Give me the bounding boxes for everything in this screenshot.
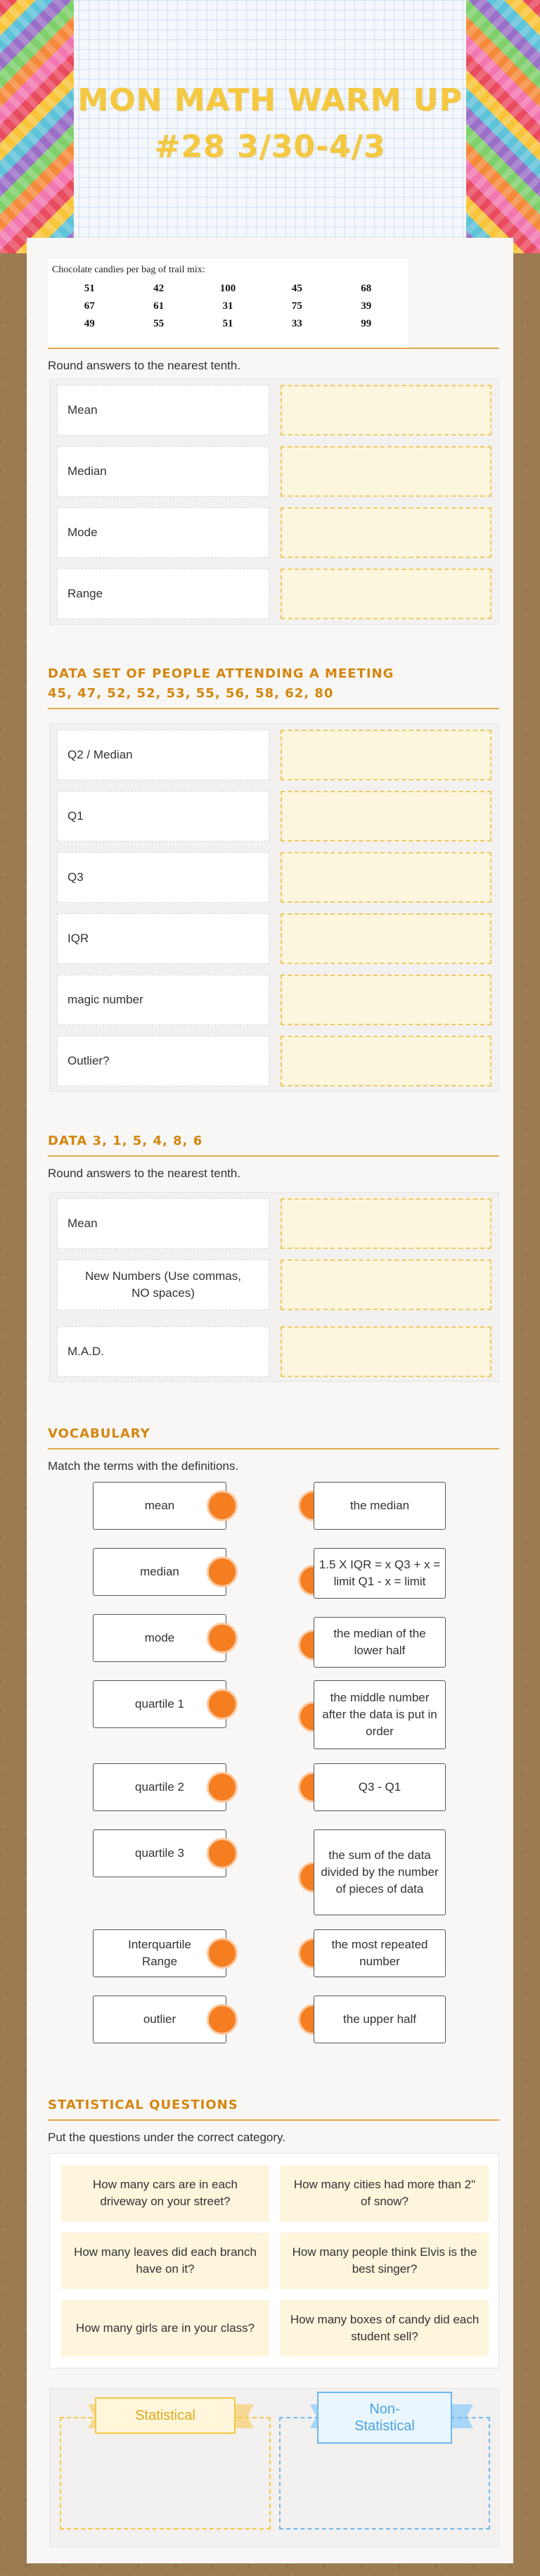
section-title: VOCABULARY <box>48 1426 150 1441</box>
question-card[interactable]: How many leaves did each branch have on it? <box>61 2233 269 2289</box>
definition-item[interactable]: the middle number after the data is put in order <box>314 1680 446 1749</box>
question-label-mad: M.A.D. <box>57 1326 269 1377</box>
section-vocabulary <box>48 1424 499 1473</box>
question-label-mean: Mean <box>57 385 269 436</box>
definition-item[interactable]: 1.5 X IQR = x Q3 + x = limit Q1 - x = limit <box>314 1548 446 1599</box>
answer-field-mean[interactable] <box>281 1198 491 1249</box>
section-data-set-3 <box>48 1131 499 1181</box>
section-subtitle: 45, 47, 52, 52, 53, 55, 56, 58, 62, 80 <box>48 686 334 701</box>
question-row <box>50 440 500 493</box>
table-cell: 33 <box>291 318 302 329</box>
category-label-statistical: Statistical <box>95 2397 236 2434</box>
table-cell: 61 <box>153 300 165 312</box>
question-row <box>50 1254 500 1306</box>
term-connector-dot[interactable] <box>207 1556 238 1587</box>
definition-item[interactable]: the median of the lower half <box>314 1617 446 1668</box>
definition-item[interactable]: the most repeated number <box>314 1929 446 1977</box>
question-row <box>50 1030 500 1082</box>
term-outlier[interactable]: outlier <box>93 1996 226 2043</box>
definition-item[interactable]: the median <box>314 1482 446 1530</box>
term-connector-dot[interactable] <box>207 2004 238 2035</box>
definition-item[interactable]: the upper half <box>314 1996 446 2043</box>
chevron-decoration-right <box>466 0 540 253</box>
answer-field-mean[interactable] <box>281 385 491 436</box>
table-cell: 39 <box>361 300 372 312</box>
question-label-magic-number: magic number <box>57 975 269 1025</box>
question-row <box>50 1321 500 1373</box>
question-row <box>50 563 500 615</box>
question-card[interactable]: How many people think Elvis is the best singer? <box>281 2233 489 2289</box>
table-cell: 45 <box>291 283 302 294</box>
question-row <box>50 846 500 899</box>
section-divider <box>48 708 499 709</box>
question-box-3 <box>49 1192 499 1382</box>
table-grid <box>48 280 408 333</box>
question-label-mean: Mean <box>57 1198 269 1249</box>
question-card[interactable]: How many cities had more than 2" of snow? <box>281 2165 489 2221</box>
table-cell: 42 <box>153 283 165 294</box>
table-cell: 67 <box>84 300 95 312</box>
question-card[interactable]: How many boxes of candy did each student sell? <box>281 2300 489 2356</box>
section-divider <box>48 2119 499 2121</box>
term-quartile-3[interactable]: quartile 3 <box>93 1829 226 1877</box>
term-interquartile-range[interactable]: Interquartile Range <box>93 1929 226 1977</box>
matching-area <box>27 1482 513 2059</box>
term-connector-dot[interactable] <box>207 1623 238 1654</box>
answer-field-iqr[interactable] <box>281 913 491 964</box>
answer-field-q1[interactable] <box>281 791 491 842</box>
answer-field-mad[interactable] <box>281 1326 491 1377</box>
table-cell: 51 <box>222 318 233 329</box>
section-candy-questions <box>48 343 499 373</box>
section-meeting-data <box>48 664 499 709</box>
table-cell: 55 <box>153 318 165 329</box>
instruction: Round answers to the nearest tenth. <box>48 359 241 372</box>
page-title: MON MATH WARM UP #28 3/30-4/3 <box>77 82 463 165</box>
question-label-iqr: IQR <box>57 913 269 964</box>
question-label-outlier: Outlier? <box>57 1036 269 1086</box>
category-label-non-statistical: Non-Statistical <box>317 2392 452 2444</box>
question-box-2 <box>49 723 499 1092</box>
question-row <box>50 502 500 554</box>
question-label-q1: Q1 <box>57 791 269 842</box>
question-row <box>50 969 500 1021</box>
candy-data-table <box>48 259 408 349</box>
table-cell: 100 <box>219 283 236 294</box>
question-label-range: Range <box>57 569 269 619</box>
term-connector-dot[interactable] <box>207 1689 238 1720</box>
question-row <box>50 1193 500 1245</box>
answer-field-outlier[interactable] <box>281 1036 491 1086</box>
answer-field-range[interactable] <box>281 569 491 619</box>
term-connector-dot[interactable] <box>207 1772 238 1803</box>
instruction: Put the questions under the correct category. <box>48 2131 285 2144</box>
section-title: DATA 3, 1, 5, 4, 8, 6 <box>48 1134 203 1148</box>
answer-field-new-numbers[interactable] <box>281 1260 491 1310</box>
section-divider <box>48 1155 499 1157</box>
section-divider <box>48 348 499 349</box>
term-median[interactable]: median <box>93 1548 226 1596</box>
category-area <box>49 2388 499 2547</box>
table-cell: 68 <box>361 283 372 294</box>
term-connector-dot[interactable] <box>207 1838 238 1869</box>
term-mode[interactable]: mode <box>93 1614 226 1662</box>
term-mean[interactable]: mean <box>93 1482 226 1530</box>
question-label-q3: Q3 <box>57 852 269 903</box>
question-row <box>50 379 500 431</box>
question-label-mode: Mode <box>57 507 269 558</box>
question-row <box>50 908 500 960</box>
term-quartile-1[interactable]: quartile 1 <box>93 1680 226 1728</box>
section-title: STATISTICAL QUESTIONS <box>48 2098 238 2112</box>
answer-field-median[interactable] <box>281 446 491 497</box>
question-row <box>50 785 500 837</box>
table-cell: 99 <box>361 318 372 329</box>
question-label-median: Median <box>57 446 269 497</box>
definition-item[interactable]: Q3 - Q1 <box>314 1763 446 1811</box>
worksheet <box>27 238 513 2563</box>
table-cell: 31 <box>222 300 233 312</box>
question-bank <box>49 2153 499 2368</box>
question-label-q2-median: Q2 / Median <box>57 730 269 780</box>
table-cell: 51 <box>84 283 95 294</box>
answer-field-magic-number[interactable] <box>281 975 491 1025</box>
page-header <box>0 0 540 253</box>
term-quartile-2[interactable]: quartile 2 <box>93 1763 226 1811</box>
instruction: Match the terms with the definitions. <box>48 1459 239 1473</box>
chevron-decoration-left <box>0 0 74 253</box>
statistical-drop-zone[interactable] <box>60 2417 271 2530</box>
question-card[interactable]: How many cars are in each driveway on your street? <box>61 2165 269 2221</box>
question-card[interactable]: How many girls are in your class? <box>61 2300 269 2356</box>
question-label-new-numbers: New Numbers (Use commas, NO spaces) <box>57 1260 269 1310</box>
section-divider <box>48 1448 499 1449</box>
section-title: DATA SET OF PEOPLE ATTENDING A MEETING <box>48 666 394 681</box>
term-connector-dot[interactable] <box>207 1938 238 1969</box>
answer-field-q3[interactable] <box>281 852 491 903</box>
answer-field-mode[interactable] <box>281 507 491 558</box>
table-caption: Chocolate candies per bag of trail mix: <box>52 265 205 275</box>
section-statistical-questions <box>48 2095 499 2145</box>
question-box-1 <box>49 379 499 625</box>
table-cell: 75 <box>291 300 302 312</box>
term-connector-dot[interactable] <box>207 1490 238 1521</box>
table-cell: 49 <box>84 318 95 329</box>
answer-field-q2-median[interactable] <box>281 730 491 780</box>
instruction: Round answers to the nearest tenth. <box>48 1167 241 1180</box>
definition-item[interactable]: the sum of the data divided by the number of pieces of data <box>314 1829 446 1915</box>
question-row <box>50 724 500 776</box>
